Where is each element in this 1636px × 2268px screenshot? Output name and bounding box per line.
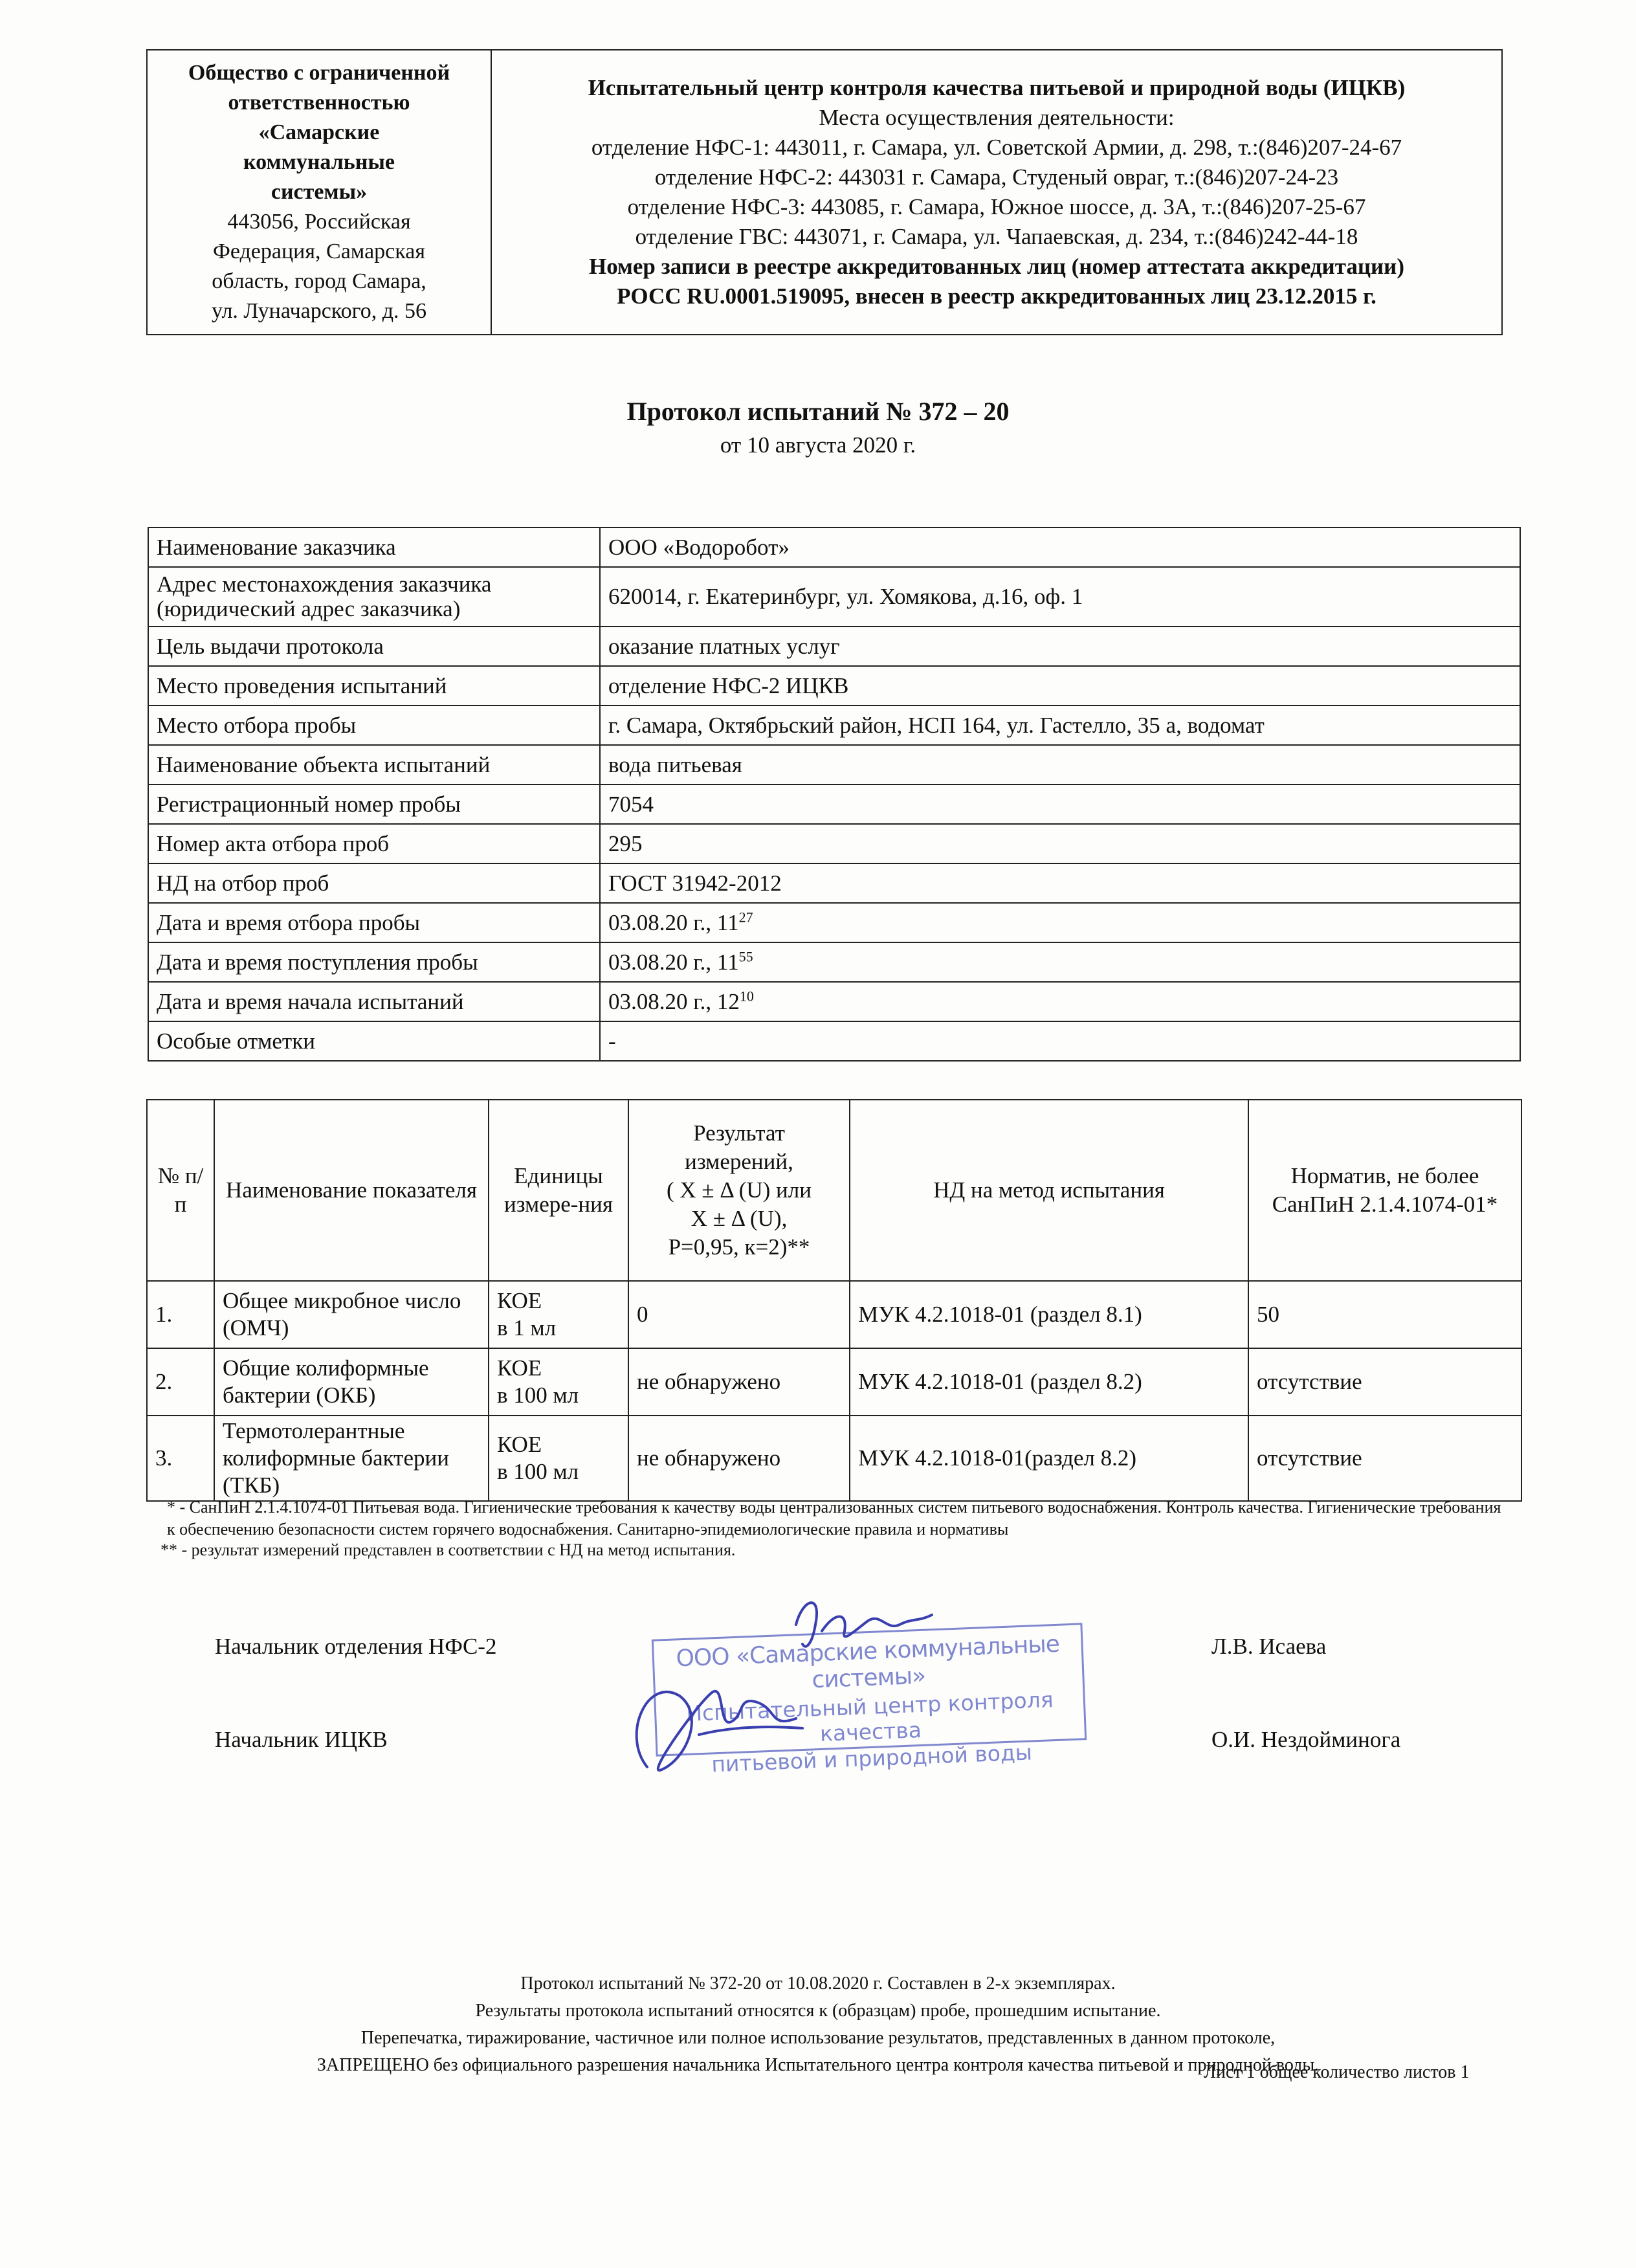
unit-line: в 100 мл [497,1459,579,1484]
datetime-value: 03.08.20 г., 11 [608,909,739,935]
results-table [146,1099,1522,1502]
signatory-name: О.И. Нездойминога [1211,1727,1401,1752]
info-key: Место отбора пробы [148,706,600,745]
info-row [148,666,1520,706]
norm-value: отсутствие [1248,1348,1521,1416]
result-header-line: ( X ± Δ (U) или [667,1177,812,1203]
org-name-line: «Самарские [258,120,380,144]
signatory-role: Начальник отделения НФС-2 [215,1634,497,1659]
info-value [600,942,1520,982]
lab-branch: отделение НФС-1: 443011, г. Самара, ул. Советской Армии, д. 298, т.:(846)207-24-67 [591,135,1402,160]
info-value: вода питьевая [600,745,1520,784]
info-row [148,863,1520,903]
info-row [148,528,1520,567]
unit-line: в 100 мл [497,1383,579,1408]
info-key: Место проведения испытаний [148,666,600,706]
lab-places-label: Места осуществления деятельности: [819,105,1175,130]
norm-value: 50 [1248,1281,1521,1348]
org-name-line: Общество с ограниченной [188,61,450,85]
norm-value: отсутствие [1248,1416,1521,1501]
info-key: Цель выдачи протокола [148,627,600,666]
sheet-count: Лист 1 общее количество листов 1 [1204,2062,1470,2082]
info-key: Дата и время поступления пробы [148,942,600,982]
result-value: не обнаружено [628,1416,850,1501]
footer-line: Протокол испытаний № 372-20 от 10.08.2020 г. Составлен в 2-х экземплярах. [520,1973,1116,1994]
results-header-row [147,1100,1521,1281]
unit-cell [489,1348,628,1416]
footer-line: Результаты протокола испытаний относятся к (образцам) пробе, прошедшим испытание. [475,2001,1161,2021]
signature-nezdoyminoga [608,1657,828,1786]
lab-branch: отделение НФС-2: 443031 г. Самара, Студеный овраг, т.:(846)207-24-23 [654,164,1339,190]
info-row [148,942,1520,982]
org-name-line: коммунальные [243,150,395,174]
info-value: ГОСТ 31942-2012 [600,863,1520,903]
col-number-header: № п/п [147,1100,214,1281]
info-row [148,745,1520,784]
info-key: Адрес местонахождения заказчика (юридический адрес заказчика) [148,567,600,627]
row-number: 1. [147,1281,214,1348]
protocol-date: от 10 августа 2020 г. [720,432,916,458]
table-row [147,1281,1521,1348]
info-key: Дата и время начала испытаний [148,982,600,1021]
datetime-value: 03.08.20 г., 12 [608,988,740,1014]
info-value: отделение НФС-2 ИЦКВ [600,666,1520,706]
info-value: 620014, г. Екатеринбург, ул. Хомякова, д.16, оф. 1 [600,567,1520,627]
unit-line: КОЕ [497,1355,542,1381]
info-row [148,567,1520,627]
org-address-line: 443056, Российская [227,210,411,234]
method-value: МУК 4.2.1018-01 (раздел 8.2) [850,1348,1248,1416]
info-value: г. Самара, Октябрьский район, НСП 164, ул. Гастелло, 35 а, водомат [600,706,1520,745]
info-row [148,1021,1520,1061]
stamp-line: питьевой и природной воды [711,1739,1033,1777]
time-minutes: 55 [738,948,753,964]
unit-line: КОЕ [497,1432,542,1457]
org-name-line: системы» [271,180,368,204]
info-key: Регистрационный номер пробы [148,784,600,824]
org-address-line: область, город Самара, [212,269,426,293]
info-key: Номер акта отбора проб [148,824,600,863]
method-value: МУК 4.2.1018-01(раздел 8.2) [850,1416,1248,1501]
footnote-measurement: ** - результат измерений представлен в соответствии с НД на метод испытания. [160,1540,736,1559]
info-row [148,982,1520,1021]
info-row [148,903,1520,942]
row-number: 3. [147,1416,214,1501]
result-header-line: P=0,95, к=2)** [668,1234,810,1260]
info-value: 295 [600,824,1520,863]
stamp-line: Испытательный центр контроля качества [685,1687,1054,1746]
signatory-name: Л.В. Исаева [1211,1634,1327,1659]
result-header-line: Результат измерений, [685,1120,793,1174]
info-key: Наименование заказчика [148,528,600,567]
col-name-header: Наименование показателя [214,1100,489,1281]
lab-branch: отделение ГВС: 443071, г. Самара, ул. Чапаевская, д. 234, т.:(846)242-44-18 [635,224,1358,249]
unit-line: КОЕ [497,1288,542,1313]
info-row [148,824,1520,863]
result-value: не обнаружено [628,1348,850,1416]
info-key: Особые отметки [148,1021,600,1061]
header-table [146,49,1503,335]
info-value: - [600,1021,1520,1061]
row-number: 2. [147,1348,214,1416]
info-value [600,903,1520,942]
indicator-name: Общие колиформные бактерии (ОКБ) [214,1348,489,1416]
info-key: Наименование объекта испытаний [148,745,600,784]
laboratory-cell [491,50,1502,335]
org-address-line: ул. Луначарского, д. 56 [211,299,427,323]
info-key: НД на отбор проб [148,863,600,903]
col-result-header [628,1100,850,1281]
org-name-line: ответственностью [228,91,410,115]
info-value: ООО «Водоробот» [600,528,1520,567]
accreditation-line: Номер записи в реестре аккредитованных лиц (номер аттестата аккредитации) [589,254,1404,279]
info-key: Дата и время отбора пробы [148,903,600,942]
unit-cell [489,1281,628,1348]
info-row [148,627,1520,666]
signatory-role: Начальник ИЦКВ [215,1727,388,1752]
info-row [148,784,1520,824]
lab-title: Испытательный центр контроля качества питьевой и природной воды (ИЦКВ) [588,75,1406,100]
unit-cell [489,1416,628,1501]
datetime-value: 03.08.20 г., 11 [608,949,739,975]
org-address-line: Федерация, Самарская [213,239,425,263]
table-row [147,1348,1521,1416]
info-row [148,706,1520,745]
time-minutes: 10 [739,987,754,1004]
indicator-name: Общее микробное число (ОМЧ) [214,1281,489,1348]
footnote-sanpin: * - СанПиН 2.1.4.1074-01 Питьевая вода. Гигиенические требования к качеству воды централизованных систем питьевого водоснабжения. Контроль качества. Гигиенические требования к обеспечению безопасности систем горячего водоснабжения. Санитарно-эпидемиологические правила и нормативы [167,1498,1501,1539]
unit-line: в 1 мл [497,1315,557,1340]
table-row [147,1416,1521,1501]
footer-line: ЗАПРЕЩЕНО без официального разрешения начальника Испытательного центра контроля качества питьевой и природной воды. [316,2055,1320,2075]
sample-info-table [148,527,1521,1062]
organization-cell [147,50,491,335]
result-value: 0 [628,1281,850,1348]
info-value [600,982,1520,1021]
result-header-line: X ± Δ (U), [691,1206,788,1231]
info-value: 7054 [600,784,1520,824]
col-method-header: НД на метод испытания [850,1100,1248,1281]
lab-branch: отделение НФС-3: 443085, г. Самара, Южное шоссе, д. 3А, т.:(846)207-25-67 [627,194,1366,219]
method-value: МУК 4.2.1018-01 (раздел 8.1) [850,1281,1248,1348]
accreditation-line: РОСС RU.0001.519095, внесен в реестр аккредитованных лиц 23.12.2015 г. [617,284,1376,309]
indicator-name: Термотолерантные колиформные бактерии (ТКБ) [214,1416,489,1501]
time-minutes: 27 [738,908,753,925]
col-unit-header: Единицы измере-ния [489,1100,628,1281]
protocol-title: Протокол испытаний № 372 – 20 [626,397,1010,426]
stamp-line: ООО «Самарские коммунальные системы» [675,1630,1060,1694]
col-norm-header: Норматив, не более СанПиН 2.1.4.1074-01* [1248,1100,1521,1281]
footer-line: Перепечатка, тиражирование, частичное или полное использование результатов, представленных в данном протоколе, [360,2028,1276,2048]
info-value: оказание платных услуг [600,627,1520,666]
